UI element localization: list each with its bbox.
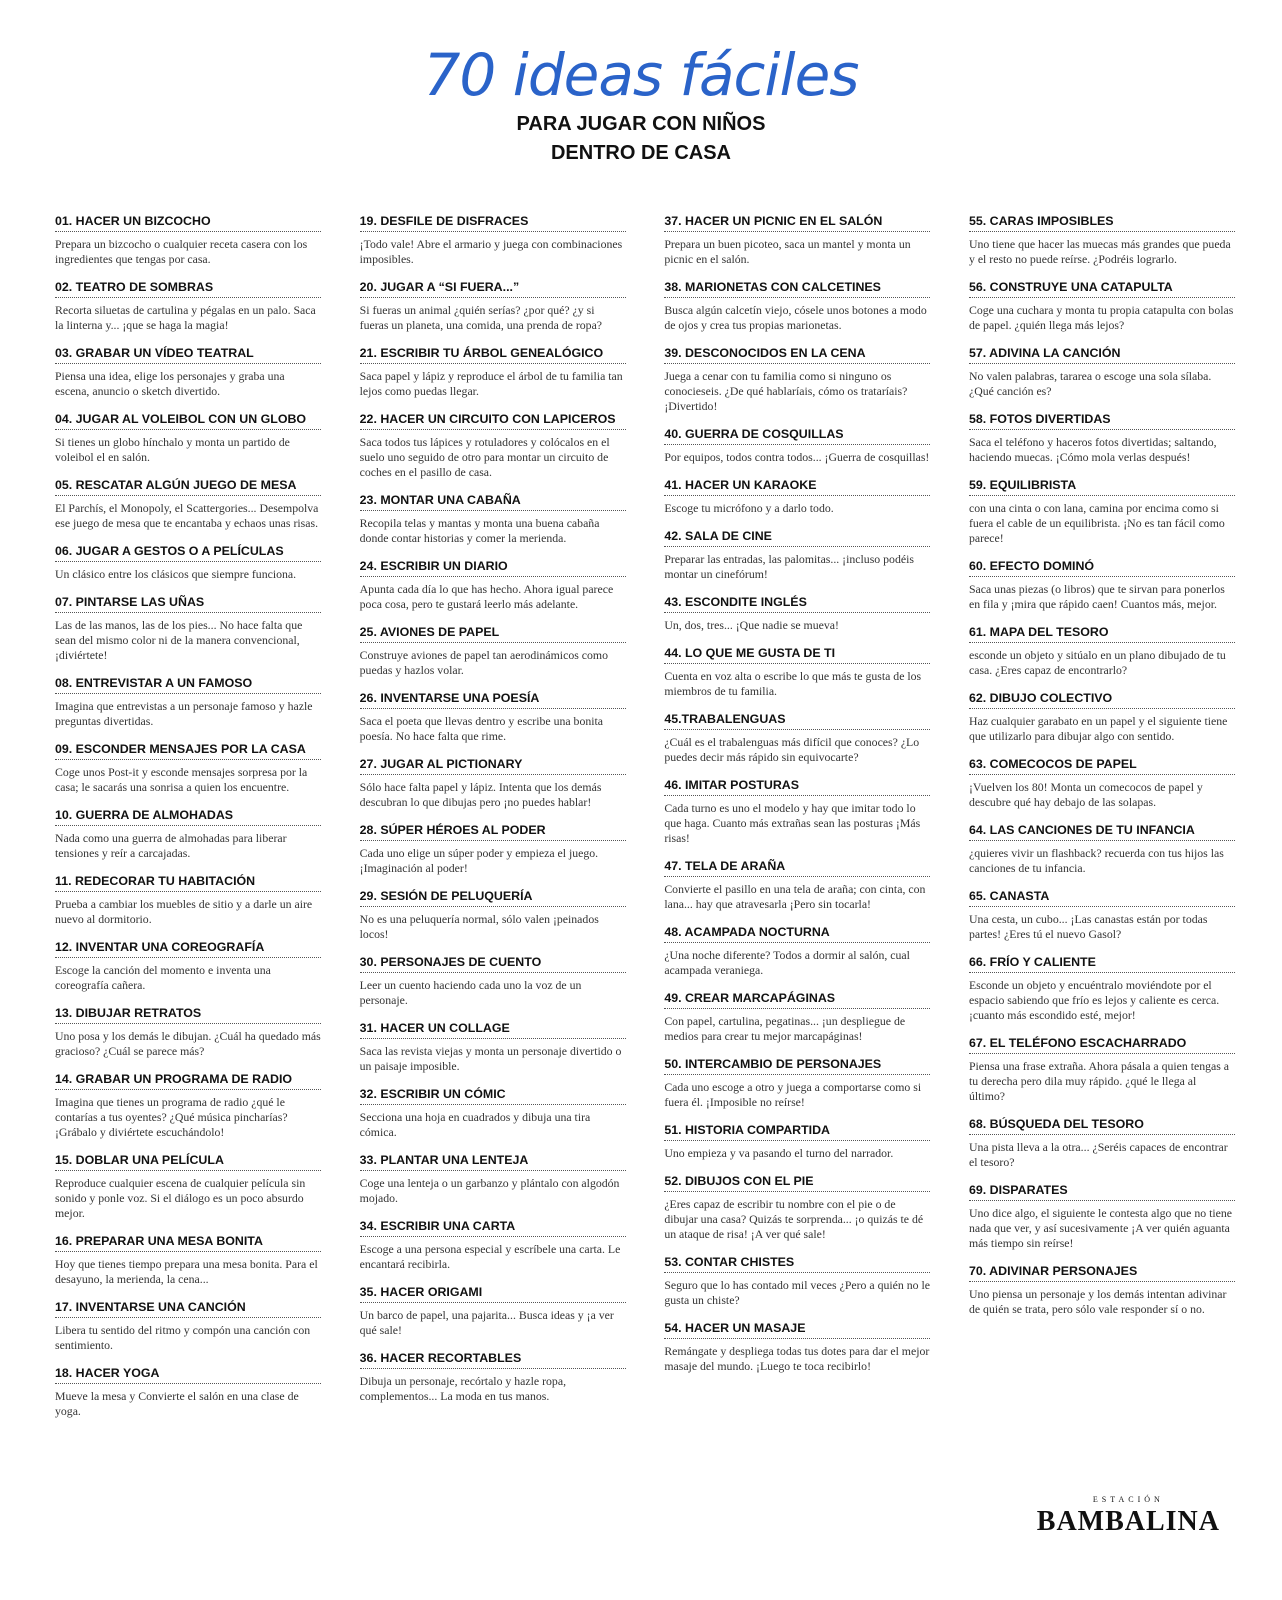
- idea-title: 21. ESCRIBIR TU ÁRBOL GENEALÓGICO: [360, 346, 626, 364]
- idea-item: [664, 214, 930, 267]
- idea-item: [969, 757, 1235, 810]
- idea-title: 01. HACER UN BIZCOCHO: [55, 214, 321, 232]
- idea-title: 28. SÚPER HÉROES AL PODER: [360, 823, 626, 841]
- idea-title: 43. ESCONDITE INGLÉS: [664, 595, 930, 613]
- idea-title: 04. JUGAR AL VOLEIBOL CON UN GLOBO: [55, 412, 321, 430]
- brand-logo-main: BAMBALINA: [1036, 1506, 1220, 1537]
- idea-item: [360, 346, 626, 399]
- idea-item: [55, 1300, 321, 1353]
- idea-title: 53. CONTAR CHISTES: [664, 1255, 930, 1273]
- brand-logo: [1037, 1495, 1220, 1538]
- header: [0, 40, 1282, 168]
- idea-title: 11. REDECORAR TU HABITACIÓN: [55, 874, 321, 892]
- idea-description: Sólo hace falta papel y lápiz. Intenta que los demás descubran lo que dibujas pero ¡no puedes hablar!: [359, 780, 602, 809]
- idea-description: Una pista lleva a la otra... ¿Seréis capaces de encontrar el tesoro?: [968, 1140, 1228, 1169]
- idea-item: [55, 1072, 321, 1140]
- idea-description: Libera tu sentido del ritmo y compón una canción con sentimiento.: [55, 1323, 311, 1352]
- idea-title: 41. HACER UN KARAOKE: [664, 478, 930, 496]
- idea-title: 17. INVENTARSE UNA CANCIÓN: [55, 1300, 321, 1318]
- idea-title: 05. RESCATAR ALGÚN JUEGO DE MESA: [55, 478, 321, 496]
- idea-description: Coge unos Post-it y esconde mensajes sorpresa por la casa; le sacarás una sonrisa a quien los encuentre.: [55, 765, 308, 794]
- idea-item: [55, 412, 321, 465]
- idea-description: Imagina que tienes un programa de radio ¿qué le contarías a tus oyentes? ¿Qué música pincharías? ¡Grábalo y diviértete escuchándolo!: [55, 1095, 288, 1139]
- idea-title: 51. HISTORIA COMPARTIDA: [664, 1123, 930, 1141]
- idea-description: Saca el teléfono y haceros fotos divertidas; saltando, haciendo muecas. ¡Cómo mola verlas después!: [968, 435, 1217, 464]
- idea-item: [360, 757, 626, 810]
- idea-item: [664, 991, 930, 1044]
- idea-title: 12. INVENTAR UNA COREOGRAFÍA: [55, 940, 321, 958]
- idea-description: Hoy que tienes tiempo prepara una mesa bonita. Para el desayuno, la merienda, la cena...: [55, 1257, 318, 1286]
- idea-title: 37. HACER UN PICNIC EN EL SALÓN: [664, 214, 930, 232]
- idea-description: Imagina que entrevistas a un personaje famoso y hazle preguntas divertidas.: [55, 699, 313, 728]
- idea-title: 36. HACER RECORTABLES: [360, 1351, 626, 1369]
- idea-item: [664, 646, 930, 699]
- idea-item: [55, 874, 321, 927]
- idea-description: Saca todos tus lápices y rotuladores y colócalos en el suelo uno seguido de otro para montar un circuito de coches en el pasillo de casa.: [359, 435, 610, 479]
- idea-item: [664, 859, 930, 912]
- idea-description: ¿Eres capaz de escribir tu nombre con el pie o de dibujar una casa? Quizás te sorprenda... ¡o quizás te dé un ataque de risa! ¡A ver qué sale!: [664, 1197, 924, 1241]
- idea-item: [360, 1351, 626, 1404]
- idea-title: 13. DIBUJAR RETRATOS: [55, 1006, 321, 1024]
- idea-title: 67. EL TELÉFONO ESCACHARRADO: [969, 1036, 1235, 1054]
- idea-description: Un barco de papel, una pajarita... Busca ideas y ¡a ver qué sale!: [359, 1308, 614, 1337]
- idea-title: 08. ENTREVISTAR A UN FAMOSO: [55, 676, 321, 694]
- idea-item: [664, 778, 930, 846]
- idea-description: Uno tiene que hacer las muecas más grandes que pueda y el resto no puede reírse. ¿Podréis lograrlo.: [968, 237, 1231, 266]
- idea-description: Construye aviones de papel tan aerodinámicos como puedas y hazlos volar.: [359, 648, 608, 677]
- idea-item: [969, 955, 1235, 1023]
- idea-description: Recopila telas y mantas y monta una buena cabaña donde contar historias y comer la merienda.: [359, 516, 600, 545]
- column-3: [664, 214, 930, 1432]
- idea-item: [360, 412, 626, 480]
- idea-description: No valen palabras, tararea o escoge una sola sílaba. ¿Qué canción es?: [968, 369, 1212, 398]
- idea-item: [664, 427, 930, 465]
- idea-description: Saca unas piezas (o libros) que te sirvan para ponerlos en fila y ¡mira que rápido caen! Cuantos más, mejor.: [968, 582, 1225, 611]
- idea-description: Cada uno elige un súper poder y empieza el juego. ¡Imaginación al poder!: [359, 846, 599, 875]
- column-2: [360, 214, 626, 1432]
- idea-description: Nada como una guerra de almohadas para liberar tensiones y reír a carcajadas.: [55, 831, 287, 860]
- idea-title: 02. TEATRO DE SOMBRAS: [55, 280, 321, 298]
- idea-title: 26. INVENTARSE UNA POESÍA: [360, 691, 626, 709]
- idea-title: 23. MONTAR UNA CABAÑA: [360, 493, 626, 511]
- idea-title: 68. BÚSQUEDA DEL TESORO: [969, 1117, 1235, 1135]
- idea-title: 39. DESCONOCIDOS EN LA CENA: [664, 346, 930, 364]
- idea-item: [969, 478, 1235, 546]
- idea-description: esconde un objeto y sitúalo en un plano dibujado de tu casa. ¿Eres capaz de encontrarlo?: [968, 648, 1226, 677]
- idea-title: 34. ESCRIBIR UNA CARTA: [360, 1219, 626, 1237]
- idea-description: Remángate y despliega todas tus dotes para dar el mejor masaje del mundo. ¡Luego te toca recibirlo!: [664, 1344, 930, 1373]
- idea-description: ¿quieres vivir un flashback? recuerda con tus hijos las canciones de tu infancia.: [968, 846, 1224, 875]
- idea-description: Haz cualquier garabato en un papel y el siguiente tiene que utilizarlo para dibujar algo con sentido.: [968, 714, 1228, 743]
- idea-item: [969, 346, 1235, 399]
- idea-title: 20. JUGAR A “SI FUERA...”: [360, 280, 626, 298]
- idea-description: Un clásico entre los clásicos que siempre funciona.: [55, 567, 297, 581]
- idea-item: [664, 1123, 930, 1161]
- brand-logo-top: ESTACIÓN: [1092, 1495, 1164, 1504]
- idea-item: [969, 214, 1235, 267]
- idea-item: [664, 346, 930, 414]
- idea-item: [969, 1036, 1235, 1104]
- idea-item: [969, 1183, 1235, 1251]
- idea-item: [55, 676, 321, 729]
- idea-item: [969, 823, 1235, 876]
- idea-title: 19. DESFILE DE DISFRACES: [360, 214, 626, 232]
- idea-description: Escoge tu micrófono y a darlo todo.: [664, 501, 834, 515]
- idea-item: [664, 529, 930, 582]
- idea-title: 66. FRÍO Y CALIENTE: [969, 955, 1235, 973]
- idea-title: 54. HACER UN MASAJE: [664, 1321, 930, 1339]
- idea-item: [664, 595, 930, 633]
- idea-description: Convierte el pasillo en una tela de araña; con cinta, con lana... hay que atravesarla ¡Pero sin tocarla!: [664, 882, 926, 911]
- idea-description: Escoge a una persona especial y escríbele una carta. Le encantará recibirla.: [359, 1242, 621, 1271]
- idea-title: 16. PREPARAR UNA MESA BONITA: [55, 1234, 321, 1252]
- idea-item: [55, 1366, 321, 1419]
- idea-item: [55, 544, 321, 582]
- idea-description: ¿Cuál es el trabalenguas más difícil que conoces? ¿Lo puedes decir más rápido sin equivocarte?: [664, 735, 920, 764]
- idea-title: 49. CREAR MARCAPÁGINAS: [664, 991, 930, 1009]
- idea-description: Coge una lenteja o un garbanzo y plántalo con algodón mojado.: [359, 1176, 620, 1205]
- idea-item: [55, 1153, 321, 1221]
- idea-description: ¿Una noche diferente? Todos a dormir al salón, cual acampada veraniega.: [664, 948, 910, 977]
- idea-item: [969, 1264, 1235, 1317]
- idea-title: 29. SESIÓN DE PELUQUERÍA: [360, 889, 626, 907]
- idea-description: Un, dos, tres... ¡Que nadie se mueva!: [664, 618, 839, 632]
- page-title: 70 ideas fáciles: [423, 41, 859, 109]
- idea-item: [55, 346, 321, 399]
- idea-title: 10. GUERRA DE ALMOHADAS: [55, 808, 321, 826]
- idea-item: [55, 742, 321, 795]
- idea-title: 44. LO QUE ME GUSTA DE TI: [664, 646, 930, 664]
- idea-description: Uno posa y los demás le dibujan. ¿Cuál ha quedado más gracioso? ¿Cuál se parece más?: [55, 1029, 321, 1058]
- idea-item: [360, 823, 626, 876]
- idea-description: ¡Vuelven los 80! Monta un comecocos de papel y descubre qué hay debajo de las solapas.: [968, 780, 1203, 809]
- idea-title: 15. DOBLAR UNA PELÍCULA: [55, 1153, 321, 1171]
- idea-title: 06. JUGAR A GESTOS O A PELÍCULAS: [55, 544, 321, 562]
- idea-description: El Parchís, el Monopoly, el Scattergories... Desempolva ese juego de mesa que te encantaba y echaos unas risas.: [55, 501, 319, 530]
- idea-description: Saca las revista viejas y monta un personaje divertido o un paisaje imposible.: [359, 1044, 622, 1073]
- idea-title: 62. DIBUJO COLECTIVO: [969, 691, 1235, 709]
- idea-item: [664, 925, 930, 978]
- idea-description: Preparar las entradas, las palomitas... ¡incluso podéis montar un cinefórum!: [664, 552, 914, 581]
- idea-description: Reproduce cualquier escena de cualquier película sin sonido y ponle voz. Si el diálogo es un poco absurdo mejor.: [55, 1176, 306, 1220]
- idea-title: 61. MAPA DEL TESORO: [969, 625, 1235, 643]
- column-1: [55, 214, 321, 1432]
- idea-title: 09. ESCONDER MENSAJES POR LA CASA: [55, 742, 321, 760]
- idea-description: Una cesta, un cubo... ¡Las canastas están por todas partes! ¿Eres tú el nuevo Gasol?: [968, 912, 1208, 941]
- idea-item: [969, 412, 1235, 465]
- idea-description: Leer un cuento haciendo cada uno la voz de un personaje.: [359, 978, 582, 1007]
- subtitle-line-1: PARA JUGAR CON NIÑOS: [516, 113, 766, 135]
- idea-title: 64. LAS CANCIONES DE TU INFANCIA: [969, 823, 1235, 841]
- idea-title: 35. HACER ORIGAMI: [360, 1285, 626, 1303]
- idea-description: Saca papel y lápiz y reproduce el árbol de tu familia tan lejos como puedas llegar.: [359, 369, 623, 398]
- idea-title: 32. ESCRIBIR UN CÓMIC: [360, 1087, 626, 1105]
- idea-title: 55. CARAS IMPOSIBLES: [969, 214, 1235, 232]
- idea-description: Con papel, cartulina, pegatinas... ¡un despliegue de medios para crear tu mejor marcapáginas!: [664, 1014, 906, 1043]
- idea-item: [664, 1255, 930, 1308]
- idea-item: [360, 280, 626, 333]
- idea-item: [360, 691, 626, 744]
- idea-title: 31. HACER UN COLLAGE: [360, 1021, 626, 1039]
- idea-description: Coge una cuchara y monta tu propia catapulta con bolas de papel. ¿quién llega más lejos?: [968, 303, 1234, 332]
- idea-item: [969, 889, 1235, 942]
- idea-description: Piensa una frase extraña. Ahora pásala a quien tengas a tu derecha pero dila muy rápido. ¿qué le llega al último?: [968, 1059, 1230, 1103]
- idea-description: Apunta cada día lo que has hecho. Ahora igual parece poca cosa, pero te gustará leerlo más adelante.: [359, 582, 614, 611]
- idea-title: 63. COMECOCOS DE PAPEL: [969, 757, 1235, 775]
- idea-description: Esconde un objeto y encuéntralo moviéndote por el espacio sabiendo que frío es lejos y caliente es cerca. ¡cuanto más escondido esté, mejor!: [968, 978, 1220, 1022]
- idea-description: Si tienes un globo hínchalo y monta un partido de voleibol el en salón.: [55, 435, 290, 464]
- idea-description: Si fueras un animal ¿quién serías? ¿por qué? ¿y si fueras un planeta, una comida, una prenda de ropa?: [359, 303, 603, 332]
- idea-item: [360, 889, 626, 942]
- idea-title: 03. GRABAR UN VÍDEO TEATRAL: [55, 346, 321, 364]
- idea-item: [360, 559, 626, 612]
- idea-item: [969, 691, 1235, 744]
- idea-description: Secciona una hoja en cuadrados y dibuja una tira cómica.: [359, 1110, 591, 1139]
- idea-item: [664, 1057, 930, 1110]
- idea-title: 47. TELA DE ARAÑA: [664, 859, 930, 877]
- idea-title: 57. ADIVINA LA CANCIÓN: [969, 346, 1235, 364]
- idea-description: Seguro que lo has contado mil veces ¿Pero a quién no le gusta un chiste?: [664, 1278, 930, 1307]
- idea-title: 65. CANASTA: [969, 889, 1235, 907]
- idea-description: Uno empieza y va pasando el turno del narrador.: [664, 1146, 894, 1160]
- idea-item: [360, 955, 626, 1008]
- idea-description: Dibuja un personaje, recórtalo y hazle ropa, complementos... La moda en tus manos.: [359, 1374, 567, 1403]
- idea-item: [360, 214, 626, 267]
- idea-title: 69. DISPARATES: [969, 1183, 1235, 1201]
- idea-item: [664, 1321, 930, 1374]
- ideas-columns: [55, 214, 1235, 1432]
- idea-title: 30. PERSONAJES DE CUENTO: [360, 955, 626, 973]
- subtitle-line-2: DENTRO DE CASA: [550, 142, 731, 164]
- idea-item: [664, 280, 930, 333]
- idea-title: 25. AVIONES DE PAPEL: [360, 625, 626, 643]
- idea-title: 42. SALA DE CINE: [664, 529, 930, 547]
- idea-item: [55, 1234, 321, 1287]
- idea-item: [969, 280, 1235, 333]
- idea-description: Prepara un buen picoteo, saca un mantel y monta un picnic en el salón.: [664, 237, 911, 266]
- idea-title: 22. HACER UN CIRCUITO CON LAPICEROS: [360, 412, 626, 430]
- idea-description: Saca el poeta que llevas dentro y escribe una bonita poesía. No hace falta que rime.: [359, 714, 604, 743]
- idea-title: 18. HACER YOGA: [55, 1366, 321, 1384]
- idea-description: Prueba a cambiar los muebles de sitio y a darle un aire nuevo al dormitorio.: [55, 897, 313, 926]
- idea-title: 60. EFECTO DOMINÓ: [969, 559, 1235, 577]
- idea-description: Juega a cenar con tu familia como si ninguno os conocieseis. ¿De qué hablaríais, cómo os trataríais? ¡Divertido!: [664, 369, 908, 413]
- idea-item: [55, 808, 321, 861]
- idea-item: [55, 280, 321, 333]
- idea-description: Mueve la mesa y Convierte el salón en una clase de yoga.: [55, 1389, 299, 1418]
- idea-description: ¡Todo vale! Abre el armario y juega con combinaciones imposibles.: [359, 237, 623, 266]
- idea-title: 14. GRABAR UN PROGRAMA DE RADIO: [55, 1072, 321, 1090]
- idea-title: 52. DIBUJOS CON EL PIE: [664, 1174, 930, 1192]
- idea-description: Recorta siluetas de cartulina y pégalas en un palo. Saca la linterna y... ¡que se haga la magia!: [55, 303, 316, 332]
- idea-item: [969, 625, 1235, 678]
- idea-item: [55, 214, 321, 267]
- idea-item: [360, 1219, 626, 1272]
- idea-title: 50. INTERCAMBIO DE PERSONAJES: [664, 1057, 930, 1075]
- idea-item: [969, 559, 1235, 612]
- idea-title: 70. ADIVINAR PERSONAJES: [969, 1264, 1235, 1282]
- idea-title: 46. IMITAR POSTURAS: [664, 778, 930, 796]
- idea-item: [360, 1021, 626, 1074]
- idea-title: 48. ACAMPADA NOCTURNA: [664, 925, 930, 943]
- idea-title: 33. PLANTAR UNA LENTEJA: [360, 1153, 626, 1171]
- idea-description: Escoge la canción del momento e inventa una coreografía cañera.: [55, 963, 271, 992]
- idea-title: 59. EQUILIBRISTA: [969, 478, 1235, 496]
- idea-description: No es una peluquería normal, sólo valen ¡peinados locos!: [359, 912, 599, 941]
- idea-description: Uno piensa un personaje y los demás intentan adivinar de quién se trata, pero sólo vale responder sí o no.: [968, 1287, 1227, 1316]
- idea-description: Cuenta en voz alta o escribe lo que más te gusta de los miembros de tu familia.: [664, 669, 922, 698]
- idea-item: [664, 478, 930, 516]
- idea-description: Las de las manos, las de los pies... No hace falta que sean del mismo color ni de la manera convencional, ¡diviértete!: [55, 618, 303, 662]
- idea-description: Piensa una idea, elige los personajes y graba una escena, anuncio o sketch divertido.: [55, 369, 285, 398]
- idea-item: [55, 1006, 321, 1059]
- idea-title: 24. ESCRIBIR UN DIARIO: [360, 559, 626, 577]
- idea-title: 07. PINTARSE LAS UÑAS: [55, 595, 321, 613]
- column-4: [969, 214, 1235, 1432]
- idea-title: 38. MARIONETAS CON CALCETINES: [664, 280, 930, 298]
- idea-title: 58. FOTOS DIVERTIDAS: [969, 412, 1235, 430]
- idea-item: [969, 1117, 1235, 1170]
- idea-description: Cada uno escoge a otro y juega a comportarse como si fuera él. ¡Imposible no reírse!: [664, 1080, 922, 1109]
- idea-item: [664, 1174, 930, 1242]
- idea-item: [664, 712, 930, 765]
- idea-item: [55, 940, 321, 993]
- idea-item: [55, 478, 321, 531]
- idea-item: [360, 1153, 626, 1206]
- idea-title: 56. CONSTRUYE UNA CATAPULTA: [969, 280, 1235, 298]
- idea-description: Prepara un bizcocho o cualquier receta casera con los ingredientes que tengas por casa.: [55, 237, 308, 266]
- idea-item: [360, 493, 626, 546]
- idea-description: Cada turno es uno el modelo y hay que imitar todo lo que haga. Cuanto más extrañas sean las posturas ¡Más risas!: [664, 801, 921, 845]
- idea-title: 40. GUERRA DE COSQUILLAS: [664, 427, 930, 445]
- idea-item: [360, 625, 626, 678]
- idea-item: [55, 595, 321, 663]
- idea-title: 45.TRABALENGUAS: [664, 712, 930, 730]
- idea-description: Busca algún calcetín viejo, cósele unos botones a modo de ojos y crea tus propias marionetas.: [664, 303, 927, 332]
- idea-title: 27. JUGAR AL PICTIONARY: [360, 757, 626, 775]
- idea-description: con una cinta o con lana, camina por encima como si fuera el cable de un equilibrista. ¡No es tan fácil como parece!: [968, 501, 1225, 545]
- idea-description: Por equipos, todos contra todos... ¡Guerra de cosquillas!: [664, 450, 930, 464]
- idea-item: [360, 1087, 626, 1140]
- idea-description: Uno dice algo, el siguiente le contesta algo que no tiene nada que ver, y así sucesivamente ¡A ver quién aguanta más tiempo sin reírse!: [968, 1206, 1233, 1250]
- idea-item: [360, 1285, 626, 1338]
